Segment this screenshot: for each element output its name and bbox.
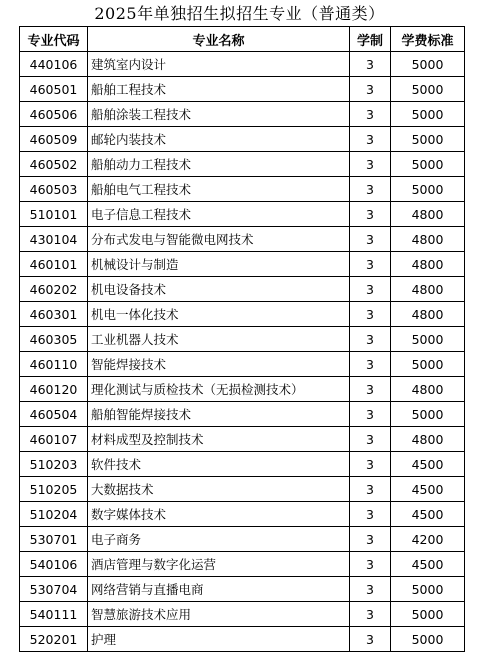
table-row: [20, 102, 465, 127]
major-fee: 4800: [391, 227, 465, 252]
majors-table: [19, 26, 465, 652]
major-years: 3: [350, 527, 391, 552]
major-name: 机械设计与制造: [88, 252, 350, 277]
major-name: 酒店管理与数字化运营: [88, 552, 350, 577]
major-name: 建筑室内设计: [88, 52, 350, 77]
table-row: [20, 627, 465, 652]
table-row: [20, 302, 465, 327]
major-name: 材料成型及控制技术: [88, 427, 350, 452]
table-row: [20, 377, 465, 402]
major-code: 460503: [20, 177, 88, 202]
major-years: 3: [350, 377, 391, 402]
major-fee: 4800: [391, 377, 465, 402]
major-fee: 5000: [391, 627, 465, 652]
page-title: 2025年单独招生拟招生专业（普通类）: [94, 4, 385, 23]
major-years: 3: [350, 77, 391, 102]
major-fee: 5000: [391, 52, 465, 77]
major-code: 510205: [20, 477, 88, 502]
major-fee: 4200: [391, 527, 465, 552]
major-years: 3: [350, 352, 391, 377]
major-code: 510204: [20, 502, 88, 527]
major-code: 460301: [20, 302, 88, 327]
major-fee: 5000: [391, 602, 465, 627]
major-code: 540111: [20, 602, 88, 627]
major-fee: 4800: [391, 202, 465, 227]
major-years: 3: [350, 227, 391, 252]
major-name: 机电设备技术: [88, 277, 350, 302]
major-name: 机电一体化技术: [88, 302, 350, 327]
major-years: 3: [350, 402, 391, 427]
table-row: [20, 502, 465, 527]
major-name: 电子信息工程技术: [88, 202, 350, 227]
major-fee: 4500: [391, 477, 465, 502]
major-code: 530701: [20, 527, 88, 552]
major-fee: 4800: [391, 277, 465, 302]
major-code: 460509: [20, 127, 88, 152]
major-fee: 4500: [391, 502, 465, 527]
major-years: 3: [350, 152, 391, 177]
major-code: 460305: [20, 327, 88, 352]
major-name: 数字媒体技术: [88, 502, 350, 527]
major-fee: 5000: [391, 402, 465, 427]
major-fee: 5000: [391, 327, 465, 352]
major-code: 460504: [20, 402, 88, 427]
major-code: 510203: [20, 452, 88, 477]
major-name: 船舶涂装工程技术: [88, 102, 350, 127]
major-fee: 4800: [391, 427, 465, 452]
major-fee: 5000: [391, 102, 465, 127]
major-fee: 5000: [391, 127, 465, 152]
table-header-row: [20, 27, 465, 52]
table-row: [20, 177, 465, 202]
column-header-code: 专业代码: [20, 27, 88, 52]
table-row: [20, 552, 465, 577]
major-fee: 4500: [391, 552, 465, 577]
major-fee: 5000: [391, 577, 465, 602]
major-name: 网络营销与直播电商: [88, 577, 350, 602]
major-fee: 5000: [391, 77, 465, 102]
major-name: 分布式发电与智能微电网技术: [88, 227, 350, 252]
major-years: 3: [350, 502, 391, 527]
major-code: 460501: [20, 77, 88, 102]
major-years: 3: [350, 427, 391, 452]
major-code: 460107: [20, 427, 88, 452]
major-code: 460101: [20, 252, 88, 277]
column-header-years: 学制: [350, 27, 391, 52]
major-years: 3: [350, 552, 391, 577]
major-name: 智能焊接技术: [88, 352, 350, 377]
table-row: [20, 152, 465, 177]
major-years: 3: [350, 477, 391, 502]
table-row: [20, 277, 465, 302]
major-code: 460110: [20, 352, 88, 377]
major-years: 3: [350, 252, 391, 277]
major-years: 3: [350, 202, 391, 227]
column-header-name: 专业名称: [88, 27, 350, 52]
major-name: 船舶动力工程技术: [88, 152, 350, 177]
major-code: 460120: [20, 377, 88, 402]
table-row: [20, 52, 465, 77]
major-code: 460506: [20, 102, 88, 127]
major-code: 430104: [20, 227, 88, 252]
major-name: 邮轮内装技术: [88, 127, 350, 152]
major-code: 440106: [20, 52, 88, 77]
table-row: [20, 577, 465, 602]
major-name: 大数据技术: [88, 477, 350, 502]
major-years: 3: [350, 602, 391, 627]
column-header-fee: 学费标准: [391, 27, 465, 52]
major-name: 护理: [88, 627, 350, 652]
major-code: 460202: [20, 277, 88, 302]
table-row: [20, 402, 465, 427]
table-row: [20, 527, 465, 552]
major-fee: 4800: [391, 302, 465, 327]
major-fee: 4800: [391, 252, 465, 277]
table-body: [20, 52, 465, 652]
table-row: [20, 477, 465, 502]
table-row: [20, 202, 465, 227]
major-code: 540106: [20, 552, 88, 577]
table-row: [20, 352, 465, 377]
major-name: 船舶智能焊接技术: [88, 402, 350, 427]
major-name: 软件技术: [88, 452, 350, 477]
table-row: [20, 252, 465, 277]
table-row: [20, 427, 465, 452]
major-years: 3: [350, 52, 391, 77]
major-fee: 5000: [391, 352, 465, 377]
table-row: [20, 77, 465, 102]
major-name: 船舶电气工程技术: [88, 177, 350, 202]
major-years: 3: [350, 452, 391, 477]
table-row: [20, 327, 465, 352]
major-code: 520201: [20, 627, 88, 652]
major-code: 460502: [20, 152, 88, 177]
major-name: 船舶工程技术: [88, 77, 350, 102]
table-row: [20, 602, 465, 627]
major-fee: 5000: [391, 152, 465, 177]
major-name: 电子商务: [88, 527, 350, 552]
major-name: 智慧旅游技术应用: [88, 602, 350, 627]
major-code: 530704: [20, 577, 88, 602]
major-years: 3: [350, 577, 391, 602]
table-row: [20, 227, 465, 252]
major-name: 理化测试与质检技术（无损检测技术）: [88, 377, 350, 402]
major-fee: 5000: [391, 177, 465, 202]
major-fee: 4500: [391, 452, 465, 477]
table-row: [20, 127, 465, 152]
major-name: 工业机器人技术: [88, 327, 350, 352]
major-code: 510101: [20, 202, 88, 227]
major-years: 3: [350, 127, 391, 152]
major-years: 3: [350, 102, 391, 127]
major-years: 3: [350, 277, 391, 302]
table-row: [20, 452, 465, 477]
major-years: 3: [350, 327, 391, 352]
major-years: 3: [350, 302, 391, 327]
major-years: 3: [350, 177, 391, 202]
major-years: 3: [350, 627, 391, 652]
